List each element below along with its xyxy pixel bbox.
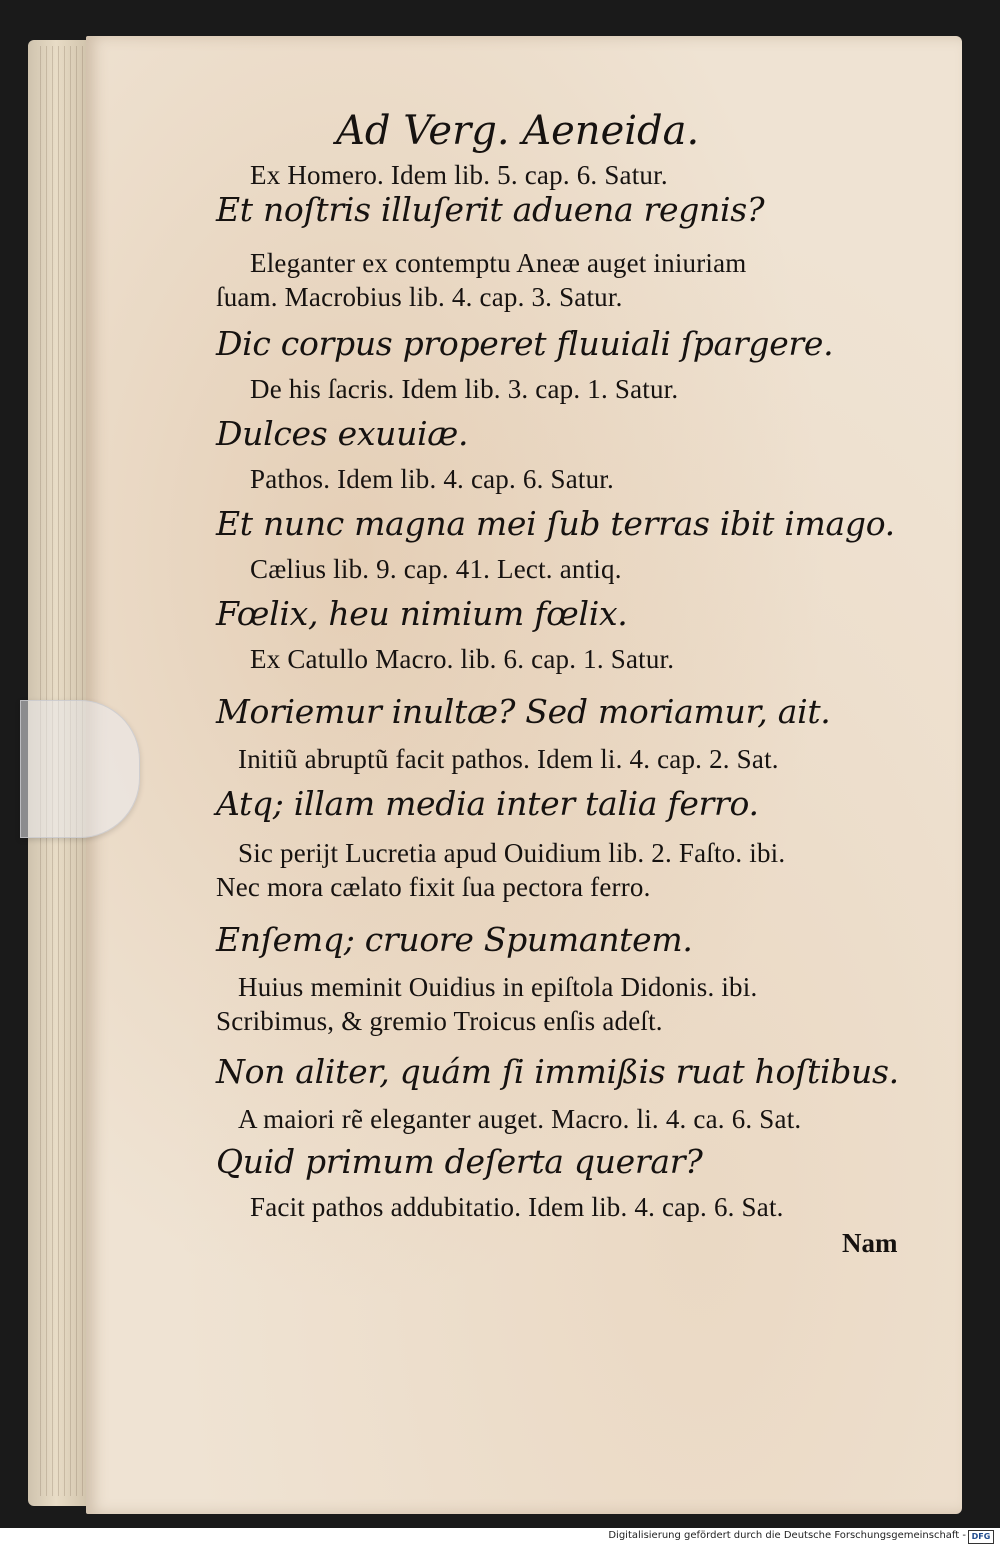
digitization-footer: [0, 1528, 1000, 1546]
note-line: Ex Homero. Idem lib. 5. cap. 6. Satur.: [250, 160, 668, 190]
note-line: Pathos. Idem lib. 4. cap. 6. Satur.: [250, 464, 614, 494]
verse-line: Et nunc magna mei ſub terras ibit imago.: [216, 504, 895, 543]
footer-credit: Digitalisierung gefördert durch die Deutsche Forschungsgemeinschaft -: [608, 1530, 966, 1541]
verse-line: Quid primum deſerta querar?: [216, 1142, 703, 1181]
note-line: Nec mora cælato fixit ſua pectora ferro.: [216, 872, 651, 902]
note-line: De his ſacris. Idem lib. 3. cap. 1. Satur.: [250, 374, 679, 404]
verse-line: Atq; illam media inter talia ferro.: [216, 784, 759, 823]
note-line: Sic perijt Lucretia apud Ouidium lib. 2. Faſto. ibi.: [238, 838, 786, 868]
running-heading: Ad Verg. Aeneida.: [336, 108, 700, 154]
verse-line: Fœlix, heu nimium fœlix.: [216, 594, 628, 633]
verse-line: Non aliter, quám ſi immißis ruat hoſtibus.: [216, 1052, 899, 1091]
verse-line: Enſemq; cruore Spumantem.: [216, 920, 693, 959]
verse-line: Moriemur inultæ? Sed moriamur, ait.: [216, 692, 831, 731]
dfg-logo-icon[interactable]: DFG: [968, 1530, 994, 1544]
note-line: Scribimus, & gremio Troicus enſis adeſt.: [216, 1006, 663, 1036]
verse-line: Et noſtris illuſerit aduena regnis?: [216, 190, 765, 229]
note-line: A maiori rẽ eleganter auget. Macro. li. 4. ca. 6. Sat.: [238, 1104, 802, 1134]
page-clip: [20, 700, 140, 838]
note-line: Cælius lib. 9. cap. 41. Lect. antiq.: [250, 554, 622, 584]
note-line: Eleganter ex contemptu Aneæ auget iniuriam: [250, 248, 747, 278]
note-line: Ex Catullo Macro. lib. 6. cap. 1. Satur.: [250, 644, 675, 674]
verse-line: Dulces exuuiæ.: [216, 414, 469, 453]
verse-line: Dic corpus properet fluuiali ſpargere.: [216, 324, 834, 363]
note-line: Huius meminit Ouidius in epiſtola Didonis. ibi.: [238, 972, 758, 1002]
note-line: ſuam. Macrobius lib. 4. cap. 3. Satur.: [216, 282, 623, 312]
note-line: Facit pathos addubitatio. Idem lib. 4. cap. 6. Sat.: [250, 1192, 784, 1222]
note-line: Initiũ abruptũ facit pathos. Idem li. 4. cap. 2. Sat.: [238, 744, 779, 774]
catchword: Nam: [842, 1228, 898, 1258]
